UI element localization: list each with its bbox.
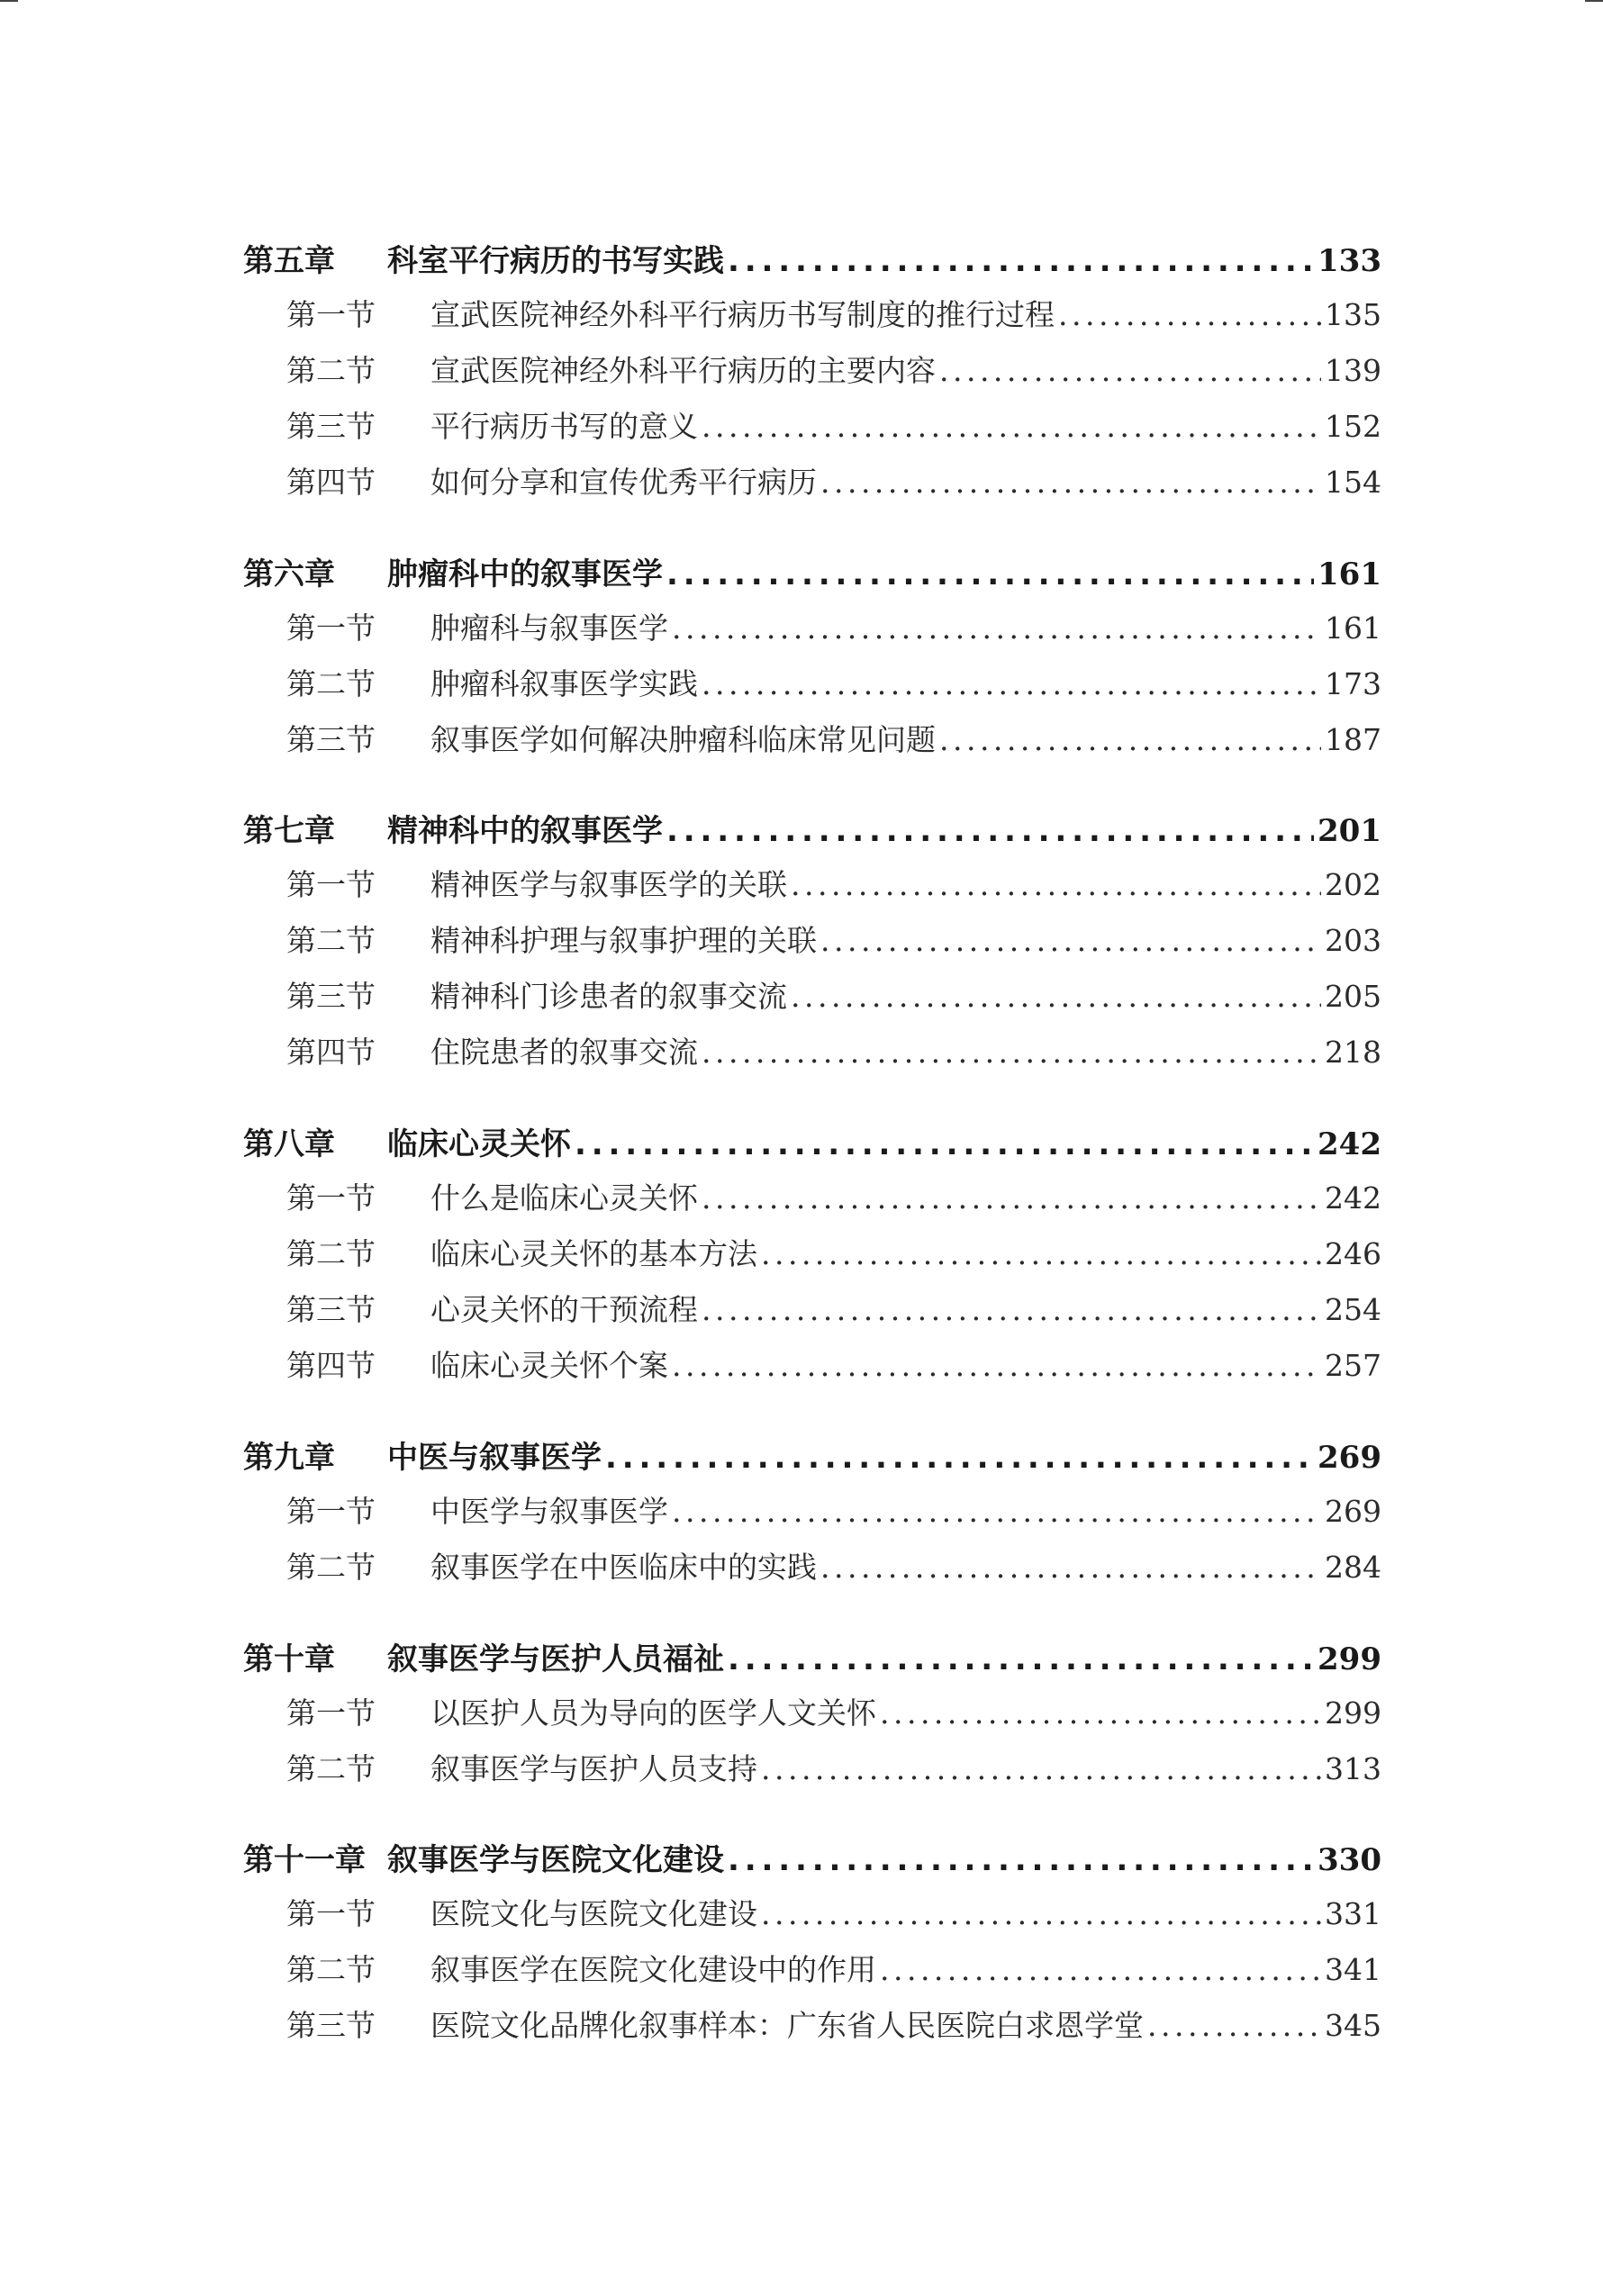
section-number: 第一节 [286, 1180, 376, 1216]
section-page-number: 202 [1325, 867, 1381, 902]
section-title: 宣武医院神经外科平行病历书写制度的推行过程 [430, 297, 1055, 332]
dot-leader [666, 556, 1314, 592]
section-title: 心灵关怀的干预流程 [430, 1292, 698, 1327]
section-entry[interactable] [243, 1488, 1381, 1544]
section-entry[interactable] [243, 348, 1381, 403]
chapter-title: 叙事医学与医院文化建设 [387, 1842, 724, 1878]
section-entry[interactable] [243, 1287, 1381, 1342]
section-entry[interactable] [243, 1175, 1381, 1231]
chapter-title: 精神科中的叙事医学 [387, 813, 663, 849]
section-entry[interactable] [243, 717, 1381, 773]
chapter-entry[interactable] [243, 1634, 1381, 1690]
dot-leader [666, 813, 1314, 849]
section-title: 精神科护理与叙事护理的关联 [430, 923, 817, 958]
section-number: 第一节 [286, 1896, 376, 1931]
dot-leader [728, 1842, 1314, 1878]
section-page-number: 187 [1325, 722, 1381, 757]
chapter-entry[interactable] [243, 236, 1381, 292]
section-title: 宣武医院神经外科平行病历的主要内容 [430, 353, 936, 388]
section-number: 第一节 [286, 297, 376, 332]
section-number: 第三节 [286, 409, 376, 444]
dot-leader [672, 1494, 1321, 1529]
chapter-page-number: 299 [1318, 1641, 1381, 1677]
chapter-block [243, 236, 1381, 515]
section-page-number: 313 [1325, 1751, 1381, 1786]
dot-leader [728, 1641, 1314, 1677]
section-entry[interactable] [243, 1690, 1381, 1746]
section-number: 第三节 [286, 979, 376, 1014]
section-title: 住院患者的叙事交流 [430, 1035, 698, 1070]
dot-leader [728, 243, 1314, 279]
section-number: 第二节 [286, 666, 376, 701]
section-page-number: 242 [1325, 1180, 1381, 1216]
crop-mark-right [1585, 0, 1603, 2]
section-number: 第四节 [286, 1348, 376, 1383]
section-entry[interactable] [243, 661, 1381, 717]
section-number: 第二节 [286, 1550, 376, 1585]
section-number: 第四节 [286, 465, 376, 500]
crop-mark-left [0, 0, 18, 2]
section-page-number: 284 [1325, 1550, 1381, 1585]
dot-leader [702, 1292, 1321, 1327]
section-entry[interactable] [243, 862, 1381, 917]
chapter-page-number: 330 [1318, 1842, 1381, 1878]
section-number: 第一节 [286, 867, 376, 902]
section-page-number: 152 [1325, 409, 1381, 444]
chapter-page-number: 242 [1318, 1126, 1381, 1162]
section-number: 第二节 [286, 923, 376, 958]
dot-leader [672, 1348, 1321, 1383]
section-page-number: 269 [1325, 1494, 1381, 1529]
dot-leader [791, 979, 1321, 1014]
section-title: 中医学与叙事医学 [430, 1494, 668, 1529]
section-page-number: 299 [1325, 1695, 1381, 1731]
section-number: 第一节 [286, 1494, 376, 1529]
chapter-number: 第十一章 [243, 1842, 366, 1878]
section-entry[interactable] [243, 1947, 1381, 2002]
dot-leader [702, 1035, 1321, 1070]
section-entry[interactable] [243, 1746, 1381, 1802]
section-entry[interactable] [243, 1891, 1381, 1947]
section-number: 第二节 [286, 353, 376, 388]
dot-leader [761, 1896, 1321, 1931]
section-title: 精神医学与叙事医学的关联 [430, 867, 787, 902]
dot-leader [702, 666, 1321, 701]
section-title: 医院文化品牌化叙事样本：广东省人民医院白求恩学堂 [430, 2008, 1144, 2043]
section-page-number: 161 [1325, 610, 1381, 646]
chapter-page-number: 269 [1318, 1440, 1381, 1476]
chapter-entry[interactable] [243, 549, 1381, 605]
chapter-number: 第九章 [243, 1440, 335, 1476]
chapter-title: 叙事医学与医护人员福祉 [387, 1641, 724, 1677]
chapter-number: 第五章 [243, 243, 335, 279]
chapter-block [243, 1433, 1381, 1600]
section-page-number: 257 [1325, 1348, 1381, 1383]
chapter-block [243, 1119, 1381, 1398]
dot-leader [761, 1751, 1321, 1786]
section-title: 精神科门诊患者的叙事交流 [430, 979, 787, 1014]
dot-leader [672, 610, 1321, 646]
chapter-title: 临床心灵关怀 [387, 1126, 571, 1162]
chapter-title: 科室平行病历的书写实践 [387, 243, 724, 279]
section-title: 肿瘤科与叙事医学 [430, 610, 668, 646]
section-title: 叙事医学在医院文化建设中的作用 [430, 1952, 876, 1987]
chapter-block [243, 806, 1381, 1085]
section-number: 第三节 [286, 1292, 376, 1327]
section-title: 以医护人员为导向的医学人文关怀 [430, 1695, 876, 1731]
section-page-number: 154 [1325, 465, 1381, 500]
dot-leader [820, 1550, 1321, 1585]
chapter-title: 中医与叙事医学 [387, 1440, 602, 1476]
section-entry[interactable] [243, 973, 1381, 1029]
chapter-number: 第八章 [243, 1126, 335, 1162]
section-page-number: 345 [1325, 2008, 1381, 2043]
section-title: 如何分享和宣传优秀平行病历 [430, 465, 817, 500]
section-number: 第二节 [286, 1236, 376, 1271]
chapter-number: 第十章 [243, 1641, 335, 1677]
chapter-entry[interactable] [243, 1433, 1381, 1488]
dot-leader [880, 1695, 1321, 1731]
chapter-page-number: 201 [1318, 813, 1381, 849]
dot-leader [880, 1952, 1321, 1987]
section-page-number: 173 [1325, 666, 1381, 701]
section-page-number: 254 [1325, 1292, 1381, 1327]
section-page-number: 135 [1325, 297, 1381, 332]
chapter-block [243, 1634, 1381, 1802]
section-title: 医院文化与医院文化建设 [430, 1896, 757, 1931]
dot-leader [702, 409, 1321, 444]
dot-leader [791, 867, 1321, 902]
dot-leader [1058, 297, 1321, 332]
chapter-title: 肿瘤科中的叙事医学 [387, 556, 663, 592]
dot-leader [1147, 2008, 1321, 2043]
section-number: 第二节 [286, 1751, 376, 1786]
chapter-block [243, 1835, 1381, 2058]
section-title: 肿瘤科叙事医学实践 [430, 666, 698, 701]
section-page-number: 205 [1325, 979, 1381, 1014]
section-entry[interactable] [243, 1544, 1381, 1600]
chapter-page-number: 161 [1318, 556, 1381, 592]
section-title: 叙事医学在中医临床中的实践 [430, 1550, 817, 1585]
dot-leader [761, 1236, 1321, 1271]
section-entry[interactable] [243, 459, 1381, 515]
section-number: 第一节 [286, 1695, 376, 1731]
section-number: 第三节 [286, 722, 376, 757]
section-page-number: 218 [1325, 1035, 1381, 1070]
chapter-block [243, 549, 1381, 773]
section-title: 叙事医学与医护人员支持 [430, 1751, 757, 1786]
dot-leader [575, 1126, 1314, 1162]
section-title: 临床心灵关怀的基本方法 [430, 1236, 757, 1271]
section-entry[interactable] [243, 1231, 1381, 1287]
section-entry[interactable] [243, 1029, 1381, 1085]
section-title: 什么是临床心灵关怀 [430, 1180, 698, 1216]
section-page-number: 331 [1325, 1896, 1381, 1931]
section-number: 第一节 [286, 610, 376, 646]
dot-leader [939, 353, 1321, 388]
section-entry[interactable] [243, 2002, 1381, 2058]
chapter-entry[interactable] [243, 1835, 1381, 1891]
dot-leader [605, 1440, 1314, 1476]
section-page-number: 203 [1325, 923, 1381, 958]
section-entry[interactable] [243, 917, 1381, 973]
section-title: 平行病历书写的意义 [430, 409, 698, 444]
chapter-page-number: 133 [1318, 243, 1381, 279]
chapter-entry[interactable] [243, 806, 1381, 862]
section-number: 第二节 [286, 1952, 376, 1987]
dot-leader [820, 923, 1321, 958]
section-entry[interactable] [243, 605, 1381, 661]
chapter-entry[interactable] [243, 1119, 1381, 1175]
section-number: 第三节 [286, 2008, 376, 2043]
dot-leader [702, 1180, 1321, 1216]
section-entry[interactable] [243, 292, 1381, 348]
dot-leader [939, 722, 1321, 757]
section-page-number: 341 [1325, 1952, 1381, 1987]
section-page-number: 139 [1325, 353, 1381, 388]
section-entry[interactable] [243, 1342, 1381, 1398]
section-number: 第四节 [286, 1035, 376, 1070]
section-page-number: 246 [1325, 1236, 1381, 1271]
section-entry[interactable] [243, 403, 1381, 459]
section-title: 叙事医学如何解决肿瘤科临床常见问题 [430, 722, 936, 757]
section-title: 临床心灵关怀个案 [430, 1348, 668, 1383]
chapter-number: 第七章 [243, 813, 335, 849]
chapter-number: 第六章 [243, 556, 335, 592]
dot-leader [820, 465, 1321, 500]
